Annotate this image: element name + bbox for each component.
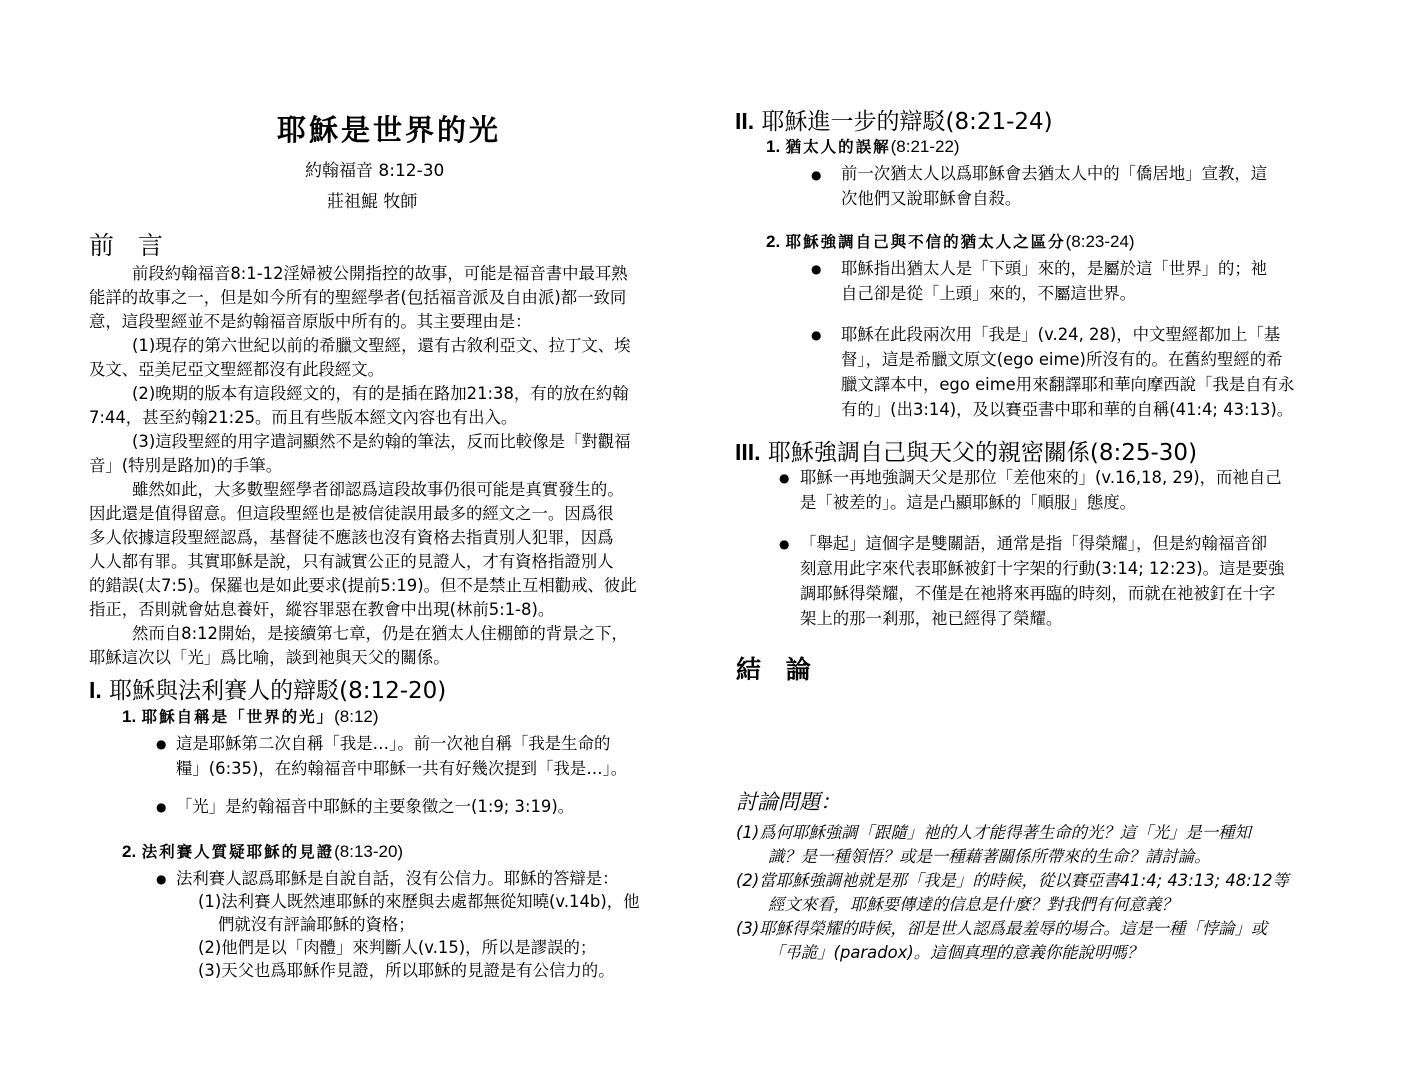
intro-line: 然而自8:12開始，是接續第七章，仍是在猶太人住棚節的背景之下， [132,624,628,643]
section-3-heading [735,434,1197,467]
bullet-line: 有的」(出3:14)，及以賽亞書中耶和華的自稱(41:4; 43:13)。 [841,400,1294,419]
section-1-sub-1-heading [122,705,379,727]
discussion-line: 識？是一種領悟？或是一種藉著關係所帶來的生命？請討論。 [768,847,1211,866]
bullet-line: 耶穌指出猶太人是「下頭」來的，是屬於這「世界」的；祂 [841,259,1268,278]
discussion-line: (3)耶穌得榮耀的時候，卻是世人認爲最羞辱的場合。這是一種「悖論」或 [736,919,1268,938]
intro-line: 雖然如此，大多數聖經學者卻認爲這段故事仍很可能是真實發生的。 [132,480,624,499]
section-2-heading [735,103,1053,136]
section-2-numeral: II. [735,108,755,134]
subheading-number: 1. [122,707,137,726]
bullet-line: 糧」(6:35)，在約翰福音中耶穌一共有好幾次提到「我是…」。 [176,759,628,778]
intro-line: (3)這段聖經的用字遣詞顯然不是約翰的筆法，反而比較像是「對觀福 [132,432,631,451]
subheading-ref: (8:21-22) [890,137,960,156]
subheading-number: 1. [766,137,781,156]
bullet-line: 法利賽人認爲耶穌是自說自話，沒有公信力。耶穌的答辯是： [176,869,619,888]
section-2-title: 耶穌進一步的辯駁(8:21-24) [761,109,1053,135]
intro-line: 能詳的故事之一，但是如今所有的聖經學者(包括福音派及自由派)都一致同 [89,288,627,307]
bullet-line: 次他們又說耶穌會自殺。 [841,189,1022,208]
discussion-heading: 討論問題： [736,790,841,814]
intro-heading: 前 言 [89,231,171,260]
subheading-ref: (8:13-20) [334,842,404,861]
answer-point: (2)他們是以「肉體」來判斷人(v.15)，所以是謬誤的； [198,938,597,957]
subheading-ref: (8:23-24) [1065,232,1135,251]
bullet-icon: ● [811,168,822,182]
intro-line: 意，這段聖經並不是約翰福音原版中所有的。其主要理由是： [89,312,532,331]
section-2-sub-2-heading [766,230,1135,252]
bullet-line: 是「被差的」。這是凸顯耶穌的「順服」態度。 [800,493,1137,512]
scripture-reference: 約翰福音 8:12-30 [305,161,445,181]
page-title: 耶穌是世界的光 [277,113,502,147]
intro-line: 人人都有罪。其實耶穌是說，只有誠實公正的見證人，才有資格指證別人 [89,552,614,571]
bullet-line: 耶穌一再地強調天父是那位「差他來的」(v.16,18, 29)，而祂自己 [800,468,1282,487]
subheading-title: 猶太人的誤解 [785,137,891,156]
intro-line: 指正，否則就會姑息養奸，縱容罪惡在教會中出現(林前5:1-8)。 [89,600,555,619]
intro-line: 音」(特別是路加)的手筆。 [89,456,283,475]
bullet-line: 「光」是約翰福音中耶穌的主要象徵之一(1:9; 3:19)。 [176,797,575,816]
section-3-numeral: III. [735,439,761,465]
answer-point: (3)天父也爲耶穌作見證，所以耶穌的見證是有公信力的。 [198,961,615,980]
intro-line: (1)現存的第六世紀以前的希臘文聖經，還有古敘利亞文、拉丁文、埃 [132,336,631,355]
discussion-line: (2)當耶穌強調祂就是那「我是」的時候，從以賽亞書41:4; 43:13; 48:12等 [736,871,1289,890]
intro-line: 前段約翰福音8:1-12淫婦被公開指控的故事，可能是福音書中最耳熟 [132,264,628,283]
section-1-sub-2-heading [122,840,403,862]
bullet-line: 刻意用此字來代表耶穌被釘十字架的行動(3:14; 12:23)。這是要強 [800,559,1285,578]
intro-line: (2)晚期的版本有這段經文的，有的是插在路加21:38，有的放在約翰 [132,384,629,403]
section-1-numeral: I. [89,677,102,703]
subheading-title: 法利賽人質疑耶穌的見證 [141,842,335,861]
bullet-line: 架上的那一剎那，祂已經得了榮耀。 [800,609,1063,628]
subheading-number: 2. [766,232,781,251]
intro-line: 耶穌這次以「光」爲比喻，談到祂與天父的關係。 [89,648,450,667]
bullet-line: 自己卻是從「上頭」來的，不屬這世界。 [841,284,1137,303]
subheading-ref: (8:12) [334,707,379,726]
subheading-title: 耶穌自稱是「世界的光」 [141,707,335,726]
intro-line: 因此還是值得留意。但這段聖經也是被信徒誤用最多的經文之一。因爲很 [89,504,614,523]
section-1-title: 耶穌與法利賽人的辯駁(8:12-20) [109,678,447,704]
section-2-sub-1-heading [766,135,960,157]
intro-line: 的錯誤(太7:5)。保羅也是如此要求(提前5:19)。但不是禁止互相勸戒、彼此 [89,576,637,595]
author: 莊祖鯤 牧師 [327,192,418,212]
section-3-title: 耶穌強調自己與天父的親密關係(8:25-30) [767,440,1198,466]
bullet-icon: ● [811,328,822,342]
bullet-line: 這是耶穌第二次自稱「我是…」。前一次祂自稱「我是生命的 [176,734,611,753]
bullet-line: 調耶穌得榮耀，不僅是在祂將來再臨的時刻，而就在祂被釘在十字 [800,584,1276,603]
bullet-icon: ● [779,471,790,485]
bullet-icon: ● [811,262,822,276]
answer-point: (1)法利賽人既然連耶穌的來歷與去處都無從知曉(v.14b)，他 [198,892,640,911]
intro-line: 多人依據這段聖經認爲，基督徒不應該也沒有資格去指責別人犯罪，因爲 [89,528,614,547]
subheading-number: 2. [122,842,137,861]
discussion-line: 「弔詭」(paradox)。這個真理的意義你能說明嗎？ [768,943,1144,962]
conclusion-heading: 結 論 [736,655,819,684]
bullet-line: 前一次猶太人以爲耶穌會去猶太人中的「僑居地」宣教，這 [841,164,1268,183]
bullet-icon: ● [156,737,167,751]
discussion-line: (1)爲何耶穌強調「跟隨」祂的人才能得著生命的光？這「光」是一種知 [736,823,1251,842]
intro-line: 及文、亞美尼亞文聖經都沒有此段經文。 [89,360,385,379]
bullet-line: 「舉起」這個字是雙關語，通常是指「得榮耀」，但是約翰福音卻 [800,534,1268,553]
bullet-line: 督」，這是希臘文原文(ego eime)所沒有的。在舊約聖經的希 [841,350,1283,369]
bullet-icon: ● [156,872,167,886]
section-1-heading [89,672,446,705]
bullet-icon: ● [779,537,790,551]
discussion-line: 經文來看，耶穌要傳達的信息是什麼？對我們有何意義？ [768,895,1178,914]
bullet-icon: ● [156,800,167,814]
answer-point: 們就沒有評論耶穌的資格； [218,915,415,934]
bullet-line: 臘文譯本中，ego eime用來翻譯耶和華向摩西說「我是自有永 [841,375,1295,394]
bullet-line: 耶穌在此段兩次用「我是」(v.24, 28)，中文聖經都加上「基 [841,325,1281,344]
intro-line: 7:44，甚至約翰21:25。而且有些版本經文內容也有出入。 [89,408,518,427]
subheading-title: 耶穌強調自己與不信的猶太人之區分 [785,232,1066,251]
